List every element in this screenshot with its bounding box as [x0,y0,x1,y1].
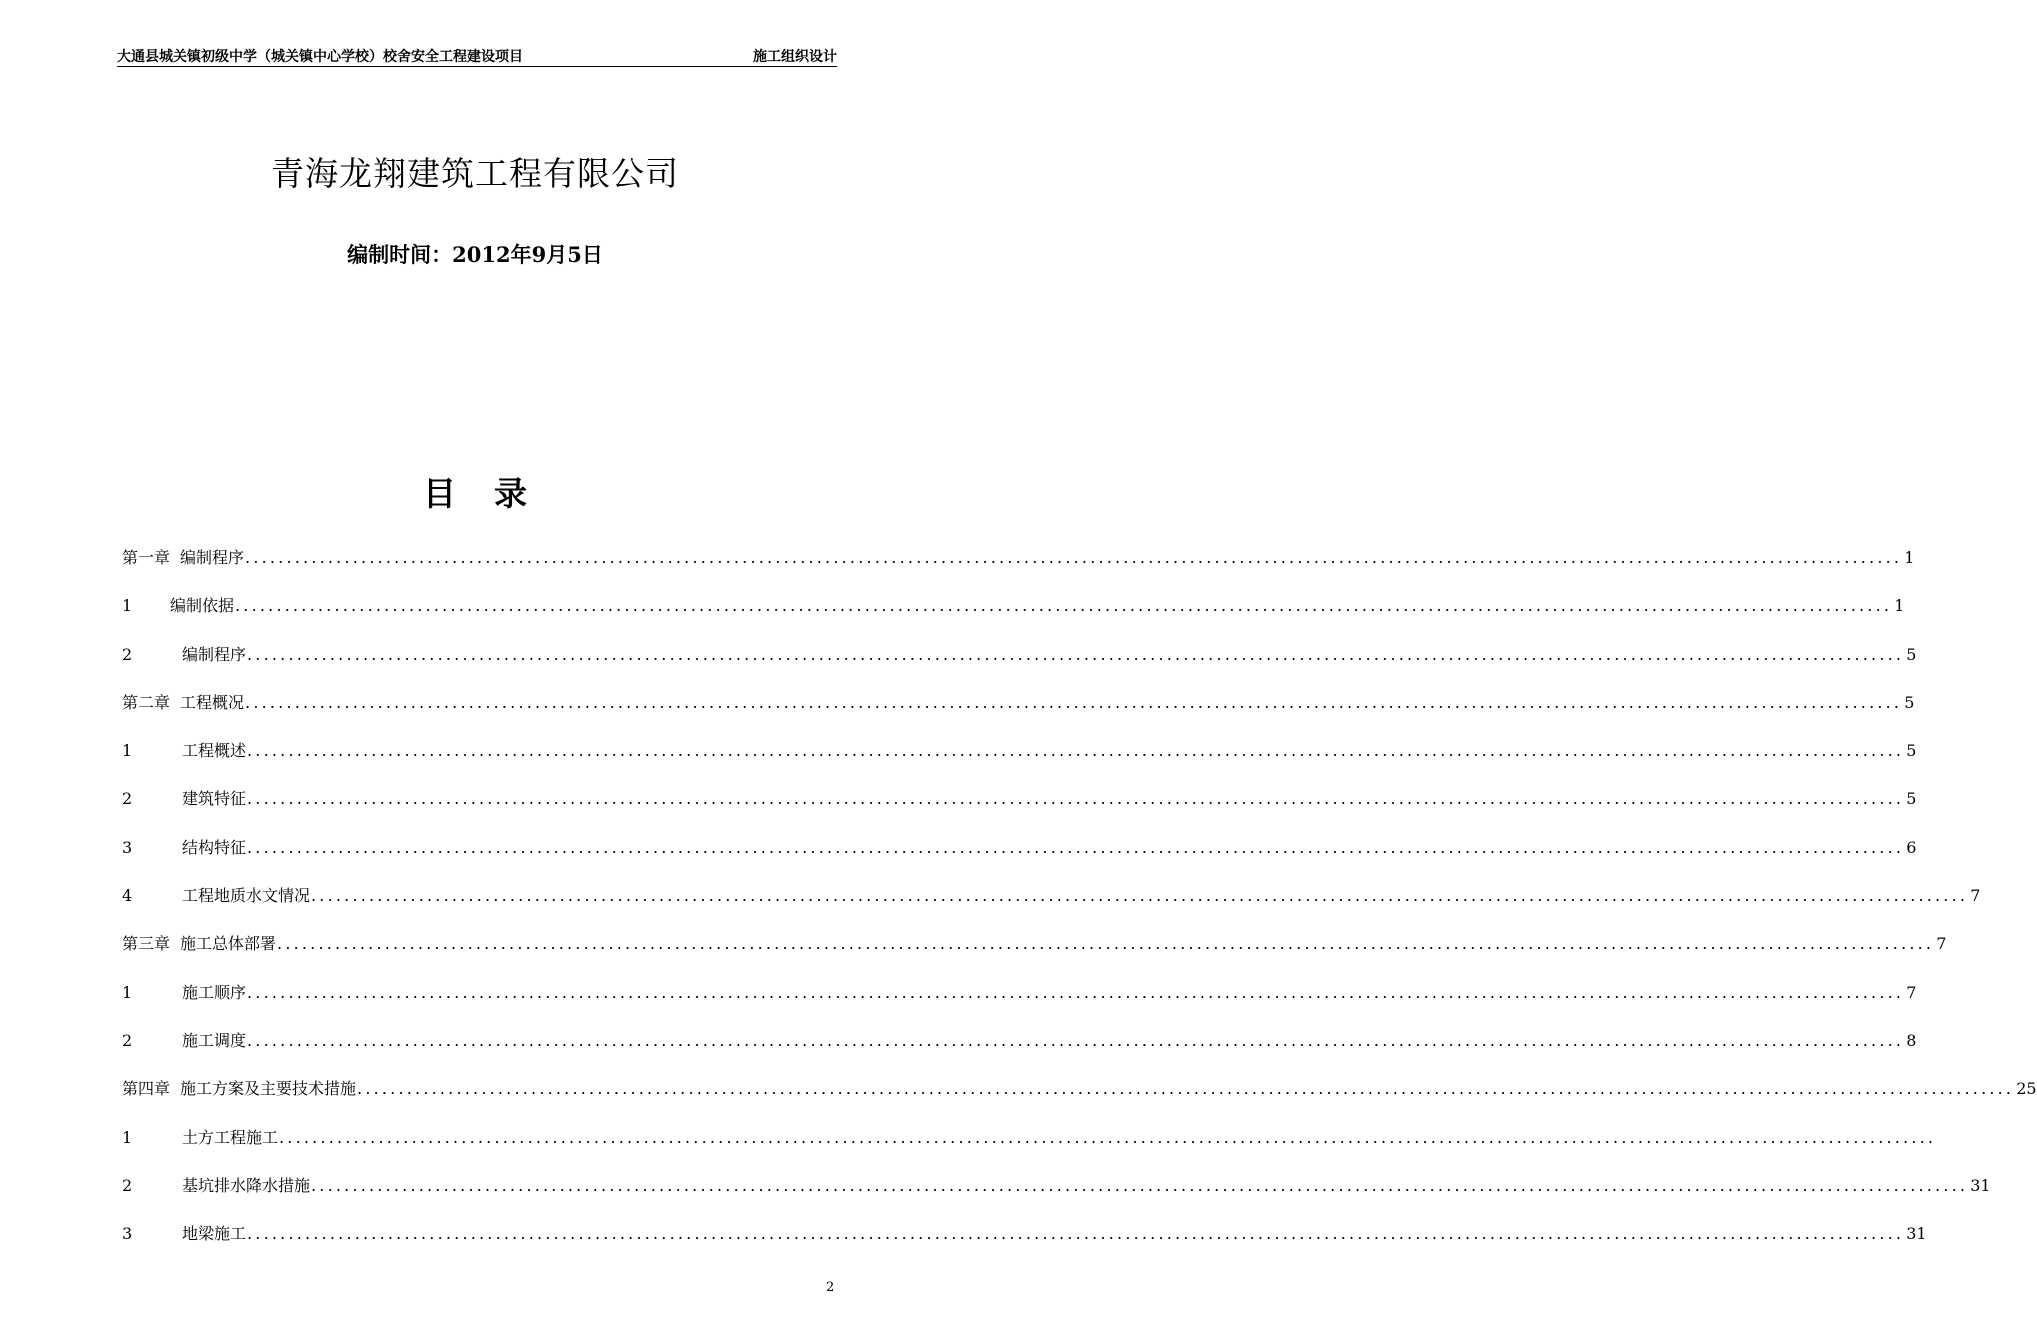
toc-section-entry[interactable] [122,594,1905,642]
toc-entry-number: 1 [122,741,133,761]
toc-dot-leader: ........................................................................................................................................................................................................ [357,1079,2015,1099]
table-of-contents [122,546,2037,1270]
toc-entry-title: 施工顺序 [182,982,247,1002]
toc-dot-leader: ........................................................................................................................................................................................................ [247,1030,1905,1050]
toc-section-entry[interactable] [122,643,1917,691]
toc-section-entry[interactable] [122,1126,1937,1174]
toc-entry-title: 基坑排水降水措施 [182,1175,311,1195]
toc-entry-number: 第四章 [122,1079,171,1099]
toc-section-entry[interactable] [122,981,1917,1029]
toc-entry-number: 3 [122,1224,133,1244]
toc-entry-page: 1 [1904,548,1915,567]
toc-dot-leader: ........................................................................................................................................................................................................ [245,548,1903,567]
toc-entry-page: 1 [1894,596,1905,616]
toc-entry-page: 31 [1906,1224,1927,1244]
toc-entry-number: 第二章 [122,692,171,712]
toc-dot-leader: ........................................................................................................................................................................................................ [311,886,1969,906]
toc-entry-number: 1 [122,982,133,1002]
toc-entry-title: 施工调度 [182,1030,247,1050]
toc-section-entry[interactable] [122,1029,1917,1077]
toc-dot-leader: ........................................................................................................................................................................................................ [247,789,1905,809]
toc-entry-title: 编制依据 [170,596,235,616]
toc-entry-title: 工程地质水文情况 [182,886,311,906]
toc-entry-page: 5 [1906,789,1917,809]
toc-entry-title: 施工方案及主要技术措施 [180,1079,357,1099]
toc-entry-number: 2 [122,1175,133,1195]
toc-entry-page: 31 [1970,1175,1991,1195]
toc-entry-title: 结构特征 [182,837,247,857]
toc-entry-title: 土方工程施工 [182,1127,279,1147]
toc-section-entry[interactable] [122,884,1981,932]
header-document-type: 施工组织设计 [753,49,837,65]
toc-dot-leader: ........................................................................................................................................................................................................ [245,692,1903,712]
toc-chapter-entry[interactable] [122,691,1915,739]
toc-entry-number: 1 [122,596,133,616]
toc-entry-page: 25 [2016,1079,2037,1099]
toc-entry-number: 1 [122,1127,133,1147]
header-project-title: 大通县城关镇初级中学（城关镇中心学校）校舍安全工程建设项目 [117,49,523,65]
toc-section-entry[interactable] [122,1222,1927,1270]
toc-dot-leader: ........................................................................................................................................................................................................ [279,1127,1937,1147]
toc-entry-title: 地梁施工 [182,1224,247,1244]
toc-entry-title: 建筑特征 [182,789,247,809]
toc-chapter-entry[interactable] [122,932,1947,980]
toc-dot-leader: ........................................................................................................................................................................................................ [235,596,1893,616]
toc-entry-number: 2 [122,789,133,809]
toc-entry-page: 7 [1936,934,1947,954]
company-name: 青海龙翔建筑工程有限公司 [271,154,679,193]
toc-entry-number: 3 [122,837,133,857]
toc-entry-title: 编制程序 [180,548,245,567]
toc-section-entry[interactable] [122,787,1917,835]
toc-chapter-entry[interactable] [122,546,1915,594]
toc-entry-title: 工程概况 [180,692,245,712]
toc-dot-leader: ........................................................................................................................................................................................................ [247,837,1905,857]
toc-entry-page: 8 [1906,1030,1917,1050]
toc-entry-page: 5 [1904,692,1915,712]
toc-entry-title: 编制程序 [182,644,247,664]
toc-dot-leader: ........................................................................................................................................................................................................ [247,1224,1905,1244]
toc-section-entry[interactable] [122,836,1917,884]
toc-entry-number: 第一章 [122,548,171,567]
toc-chapter-entry[interactable] [122,1077,2037,1125]
page-header [117,44,837,67]
compile-date: 编制时间：2012年9月5日 [347,242,603,267]
toc-entry-number: 2 [122,1030,133,1050]
toc-entry-number: 第三章 [122,934,171,954]
toc-entry-number: 2 [122,644,133,664]
toc-section-entry[interactable] [122,739,1917,787]
toc-section-entry[interactable] [122,1174,1991,1222]
toc-entry-title: 工程概述 [182,741,247,761]
toc-entry-number: 4 [122,886,133,906]
toc-entry-page: 5 [1906,644,1917,664]
toc-entry-page: 6 [1906,837,1917,857]
toc-title: 目录 [423,474,565,513]
toc-entry-title: 施工总体部署 [180,934,277,954]
toc-dot-leader: ........................................................................................................................................................................................................ [247,741,1905,761]
toc-dot-leader: ........................................................................................................................................................................................................ [247,644,1905,664]
toc-entry-page: 5 [1906,741,1917,761]
toc-dot-leader: ........................................................................................................................................................................................................ [277,934,1935,954]
toc-dot-leader: ........................................................................................................................................................................................................ [311,1175,1969,1195]
toc-entry-page: 7 [1906,982,1917,1002]
toc-dot-leader: ........................................................................................................................................................................................................ [247,982,1905,1002]
page-number: 2 [826,1280,835,1295]
toc-entry-page: 7 [1970,886,1981,906]
